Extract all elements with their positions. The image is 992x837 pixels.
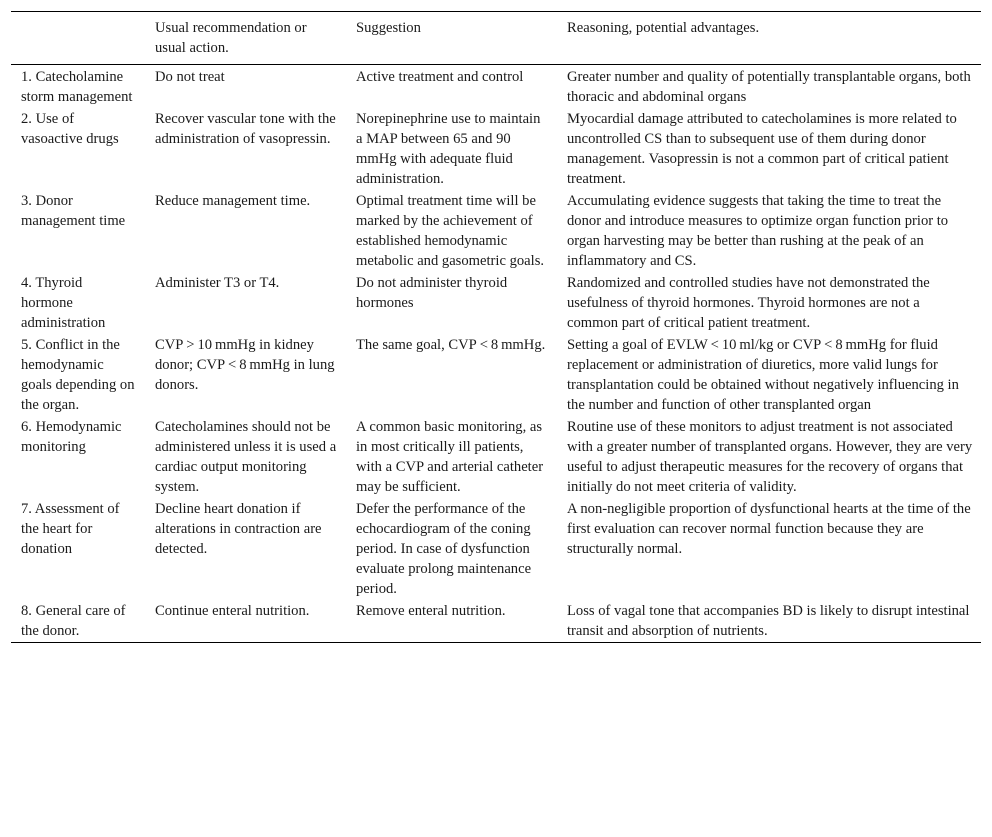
- cell-usual: Recover vascular tone with the administration of vasopressin.: [155, 111, 336, 147]
- cell-usual: Administer T3 or T4.: [155, 275, 280, 291]
- table-row: [11, 108, 981, 190]
- cell-suggestion: The same goal, CVP < 8 mmHg.: [356, 337, 546, 353]
- cell-reasoning: Randomized and controlled studies have not demonstrated the usefulness of thyroid hormones. Thyroid hormones are not a common part of critical patient treatment.: [567, 275, 930, 331]
- header-suggestion: Suggestion: [356, 20, 421, 36]
- table-row: [11, 498, 981, 600]
- cell-reasoning: Loss of vagal tone that accompanies BD is likely to disrupt intestinal transit and absorption of nutrients.: [567, 603, 970, 639]
- cell-suggestion: Norepinephrine use to maintain a MAP between 65 and 90 mmHg with adequate fluid administration.: [356, 111, 541, 187]
- cell-topic: 2. Use of vasoactive drugs: [21, 111, 119, 147]
- cell-reasoning: Routine use of these monitors to adjust treatment is not associated with a greater number of transplanted organs. However, they are very useful to adjust therapeutic measures for the recovery of organs that initially do not meet criteria of validity.: [567, 419, 973, 495]
- recommendations-table: [11, 11, 981, 643]
- table-row: [11, 272, 981, 334]
- header-row: [11, 12, 981, 65]
- cell-reasoning: A non-negligible proportion of dysfunctional hearts at the time of the first evaluation can recover normal function because they are structurally normal.: [567, 501, 971, 557]
- cell-usual: CVP > 10 mmHg in kidney donor; CVP < 8 mmHg in lung donors.: [155, 337, 335, 393]
- table-row: [11, 600, 981, 643]
- cell-suggestion: Defer the performance of the echocardiogram of the coning period. In case of dysfunction evaluate prolong maintenance period.: [356, 501, 532, 597]
- cell-usual: Do not treat: [155, 69, 225, 85]
- cell-topic: 5. Conflict in the hemodynamic goals depending on the organ.: [21, 337, 135, 413]
- cell-reasoning: Setting a goal of EVLW < 10 ml/kg or CVP < 8 mmHg for fluid replacement or administration of diuretics, more valid lungs for transplantation could be obtained without negatively influencing in the number and function of other transplanted organ: [567, 337, 959, 413]
- cell-usual: Catecholamines should not be administered unless it is used a cardiac output monitoring system.: [155, 419, 337, 495]
- cell-suggestion: Do not administer thyroid hormones: [356, 275, 508, 311]
- table-row: [11, 65, 981, 109]
- header-usual-recommendation: Usual recommendation or usual action.: [155, 20, 307, 56]
- table-body: [11, 65, 981, 643]
- cell-suggestion: Active treatment and control: [356, 69, 524, 85]
- table-row: [11, 416, 981, 498]
- cell-topic: 4. Thyroid hormone administration: [21, 275, 106, 331]
- cell-topic: 1. Catecholamine storm management: [21, 69, 133, 105]
- cell-usual: Reduce management time.: [155, 193, 311, 209]
- table-row: [11, 334, 981, 416]
- cell-usual: Decline heart donation if alterations in contraction are detected.: [155, 501, 322, 557]
- cell-suggestion: Optimal treatment time will be marked by the achievement of established hemodynamic metabolic and gasometric goals.: [356, 193, 545, 269]
- cell-reasoning: Myocardial damage attributed to catecholamines is more related to uncontrolled CS than to subsequent use of them during donor management. Vasopressin is not a common part of critical patient treatment.: [567, 111, 957, 187]
- cell-suggestion: A common basic monitoring, as in most critically ill patients, with a CVP and arterial catheter may be sufficient.: [356, 419, 544, 495]
- cell-topic: 6. Hemodynamic monitoring: [21, 419, 122, 455]
- cell-reasoning: Greater number and quality of potentially transplantable organs, both thoracic and abdominal organs: [567, 69, 971, 105]
- table-header: [11, 12, 981, 65]
- cell-usual: Continue enteral nutrition.: [155, 603, 310, 619]
- table-row: [11, 190, 981, 272]
- cell-suggestion: Remove enteral nutrition.: [356, 603, 506, 619]
- header-topic: [11, 12, 145, 65]
- cell-topic: 3. Donor management time: [21, 193, 126, 229]
- cell-topic: 8. General care of the donor.: [21, 603, 126, 639]
- recommendations-table-container: [11, 11, 981, 643]
- header-reasoning: Reasoning, potential advantages.: [567, 20, 760, 36]
- cell-reasoning: Accumulating evidence suggests that taking the time to treat the donor and introduce measures to optimize organ function prior to organ harvesting may be better than rushing at the peak of an inflammatory and CS.: [567, 193, 949, 269]
- cell-topic: 7. Assessment of the heart for donation: [21, 501, 120, 557]
